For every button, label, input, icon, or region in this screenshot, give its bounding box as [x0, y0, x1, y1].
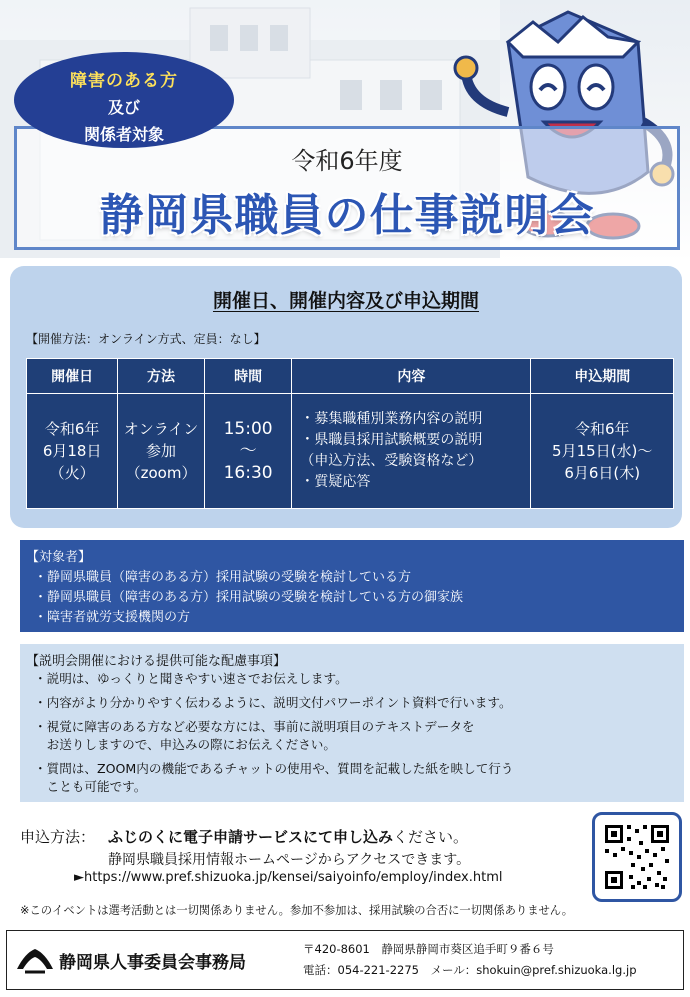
apply-text — [108, 826, 468, 847]
col-date: 開催日 — [27, 359, 118, 394]
badge-line-1: 障害のある方 — [70, 71, 178, 91]
time-line: 16:30 — [223, 463, 273, 483]
content-line: ・質疑応答 — [300, 474, 371, 490]
cell-content — [292, 394, 531, 509]
target-item: ・静岡県職員（障害のある方）採用試験の受験を検討している方の御家族 — [34, 590, 464, 605]
date-line: 令和6年 — [44, 420, 100, 438]
apply-label: 申込方法： — [20, 828, 96, 846]
footer — [6, 930, 684, 990]
target-item: ・障害者就労支援機関の方 — [34, 610, 191, 625]
accommodation-item: ・質問は、ZOOM内の機能であるチャットの使用や、質問を記載した紙を映して行う — [34, 761, 514, 776]
cell-time — [204, 394, 292, 509]
badge-line-2: 及び — [107, 98, 140, 117]
contact-info: 電話：054-221-2275 メール：shokuin@pref.shizuoka.lg.jp — [303, 963, 637, 977]
accommodation-item: ・説明は、ゆっくりと聞きやすい速さでお伝えします。 — [34, 671, 348, 686]
table-row — [27, 394, 674, 509]
accommodation-item: ・内容がより分かりやすく伝わるように、説明文付パワーポイント資料で行います。 — [34, 695, 512, 710]
organization-name: 静岡県人事委員会事務局 — [59, 953, 246, 973]
target-section — [20, 540, 684, 632]
cell-method — [118, 394, 205, 509]
apply-url-link[interactable]: ►https://www.pref.shizuoka.jp/kensei/saiyoinfo/employ/index.html — [74, 870, 503, 885]
event-table — [26, 358, 674, 509]
target-badge — [14, 52, 234, 148]
cell-period — [531, 394, 674, 509]
event-heading: 開催日、開催内容及び申込期間 — [212, 290, 479, 312]
subtitle: 令和6年度 — [291, 147, 403, 175]
col-method: 方法 — [118, 359, 205, 394]
accommodation-item: お送りしますので、申込みの際にお伝えください。 — [34, 737, 336, 752]
method-line: （zoom） — [125, 464, 197, 482]
method-line: オンライン — [123, 420, 199, 438]
content-line: ・県職員採用試験概要の説明 — [300, 432, 483, 448]
accommodation-item: ・視覚に障害のある方など必要な方には、事前に説明項目のテキストデータを — [34, 719, 475, 734]
page-title: 静岡県職員の仕事説明会 — [99, 190, 595, 241]
apply-sub: 静岡県職員採用情報ホームページからアクセスできます。 — [108, 852, 471, 868]
date-line: 6月18日 — [42, 442, 102, 460]
target-item: ・静岡県職員（障害のある方）採用試験の受験を検討している方 — [34, 570, 412, 585]
period-line: 5月15日(水)～ — [552, 442, 653, 460]
method-line: 参加 — [146, 442, 177, 460]
address: 〒420-8601 静岡県静岡市葵区追手町９番６号 — [303, 942, 554, 956]
cell-date — [27, 394, 118, 509]
col-time: 時間 — [204, 359, 292, 394]
badge-line-3: 関係者対象 — [83, 125, 164, 144]
content-line: ・募集職種別業務内容の説明 — [300, 411, 483, 427]
event-panel — [10, 266, 682, 528]
period-line: 6月6日(木) — [564, 464, 641, 482]
col-content: 内容 — [292, 359, 531, 394]
period-line: 令和6年 — [574, 420, 630, 438]
qr-code[interactable] — [592, 812, 682, 902]
apply-service: ふじのくに電子申請サービスにて申し込み — [108, 828, 394, 846]
accommodation-heading: 【説明会開催における提供可能な配慮事項】 — [26, 654, 287, 669]
accommodation-section — [20, 644, 684, 802]
header-banner — [0, 0, 690, 262]
disclaimer: ※このイベントは選考活動とは一切関係ありません。参加不参加は、採用試験の合否に一切関係ありません。 — [20, 904, 574, 917]
method-note: 【開催方法：オンライン方式、定員：なし】 — [26, 332, 266, 346]
col-period: 申込期間 — [531, 359, 674, 394]
date-line: （火） — [49, 464, 95, 482]
target-heading: 【対象者】 — [26, 550, 92, 565]
time-line: ～ — [239, 441, 257, 461]
accommodation-item: ことも可能です。 — [34, 779, 147, 794]
apply-rest: ください。 — [393, 828, 469, 846]
table-header-row — [27, 359, 674, 394]
prefecture-logo-icon — [15, 945, 55, 975]
content-line: （申込方法、受験資格など） — [300, 453, 483, 469]
time-line: 15:00 — [223, 419, 273, 439]
